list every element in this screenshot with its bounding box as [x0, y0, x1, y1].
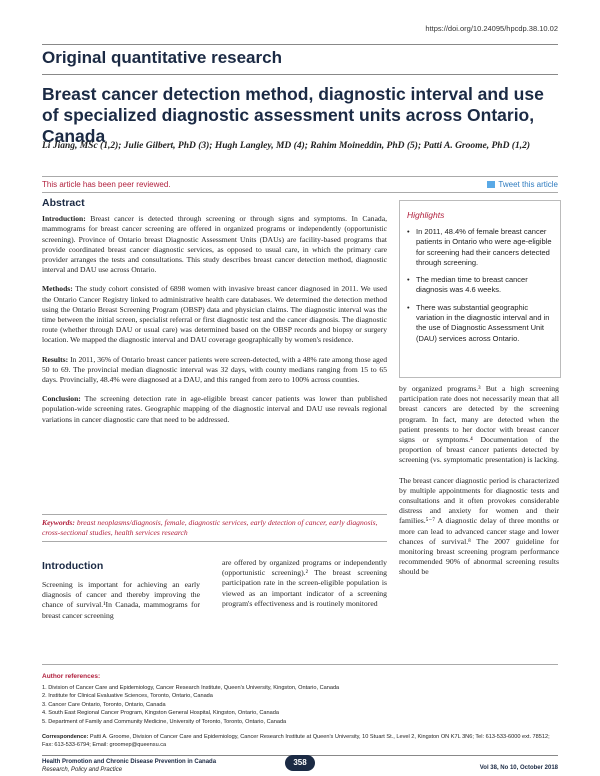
- author-divider: [42, 176, 558, 177]
- affiliation-item: 2. Institute for Clinical Evaluative Sciences, Toronto, Ontario, Canada: [42, 693, 213, 700]
- affiliation-item: 1. Division of Cancer Care and Epidemiology, Cancer Research Institute, Queen's University, Kingston, Ontario, Canada: [42, 685, 340, 691]
- body-paragraph: by organized programs.³ But a high screening participation rate does not necessarily mean that all breast cancers are detected by the screening program. In fact, many are detected when the patient presents to her doctor with breast cancer signs or symptoms.⁴ Documentation of the proportion of breast cancer patients detected by screening (vs. symptomatic presentation) is lacking.: [399, 384, 559, 465]
- abstract-introduction: [42, 214, 387, 275]
- top-divider: [42, 44, 558, 45]
- body-column-right: [399, 384, 559, 588]
- correspondence-text: Patti A. Groome, Division of Cancer Care and Epidemiology, Cancer Research Institute at Queen's University, 10 Stuart St., Level 2, Kingston ON K7L 3N6; Tel: 613-533-6000 ext. 78512; Fax: 613-533-6794; Email: groomep@queensu.ca: [42, 734, 550, 748]
- article-title: Breast cancer detection method, diagnostic interval and use of specialized diagnostic assessment units across Ontario, Canada: [42, 84, 544, 146]
- body-paragraph: The breast cancer diagnostic period is characterized by multiple appointments for diagnostic tests and consultations and it often provokes considerable distress and anxiety for women and their families.⁵⁻⁷ A diagnostic delay of three months or more can lead to advanced cancer stage and lower chances of survival.⁸ The 2007 guideline for monitoring breast screening program performance recommended 90% of abnormal screening results should be: [399, 475, 559, 577]
- body-column-middle: [222, 558, 387, 609]
- affiliation-item: 3. Cancer Care Ontario, Toronto, Ontario, Canada: [42, 701, 166, 708]
- correspondence-label: Correspondence:: [42, 734, 89, 740]
- tweet-article-link[interactable]: [487, 180, 558, 189]
- peer-review-note: This article has been peer reviewed.: [42, 180, 171, 189]
- highlights-box: [399, 200, 561, 378]
- affiliations-heading: Author references:: [42, 673, 101, 680]
- keywords: [42, 518, 387, 538]
- section-type: Original quantitative research: [42, 48, 282, 67]
- highlight-item: • There was substantial geographic variation in the diagnostic interval and in the use of Diagnostic Assessment Unit (DAU) services across Ontario.: [405, 303, 555, 344]
- tweet-label: Tweet this article: [498, 180, 558, 189]
- abstract-conclusion-text: The screening detection rate in age-eligible breast cancer patients was lower than published population-wide screening rates. Geographic mapping of the diagnostic interval and DAU use reveals regional variations in cancer diagnostic care that need to be addressed.: [42, 394, 388, 424]
- highlight-item: • In 2011, 48.4% of female breast cancer patients in Ontario who were age-eligible for screening had their cancers detected through screening.: [405, 227, 555, 268]
- keywords-divider-bottom: [42, 541, 387, 542]
- keywords-divider-top: [42, 514, 387, 515]
- highlight-item: • The median time to breast cancer diagnosis was 4.6 weeks.: [405, 275, 555, 296]
- abstract-heading: Abstract: [42, 197, 85, 209]
- journal-info: [42, 759, 216, 774]
- abstract-methods-text: The study cohort consisted of 6898 women with invasive breast cancer diagnosed in 2011. We used the Ontario Cancer Registry linked to administrative health care databases. We determined the detection method using the Ontario Breast Screening Program (OBSP) data and physician claims. The diagnostic interval was the time between the initial screen, specialist referral or first diagnostic test and the cancer diagnosis. The diagnostic route (whether through DAU or usual care) was determined based on the OBSP records and biopsy or surgery location. We mapped the diagnostic interval and DAU coverage geographically by women's residence.: [42, 284, 387, 345]
- abstract-results-label: Results:: [42, 354, 69, 364]
- abstract-conclusion: [42, 394, 387, 425]
- abstract-conclusion-label: Conclusion:: [42, 394, 81, 404]
- issue-info: Vol 38, No 10, October 2018: [479, 765, 558, 771]
- highlights-list: [405, 227, 555, 351]
- affiliation-item: 4. South East Regional Cancer Program, Kingston General Hospital, Kingston, Ontario, Canada: [42, 710, 279, 717]
- abstract-introduction-text: Breast cancer is detected through screening or through signs and symptoms. In Canada, mammograms for breast cancer screening are offered in organized programs or independently (opportunistic screening). Province of Ontario breast Diagnostic Assessment Units (DAUs) are facility-based programs that provide coordinated breast cancer diagnostic services, as opposed to usual care, in which the primary care provider arranges the tests and consultations. This study describes breast cancer detection method, diagnostic interval and DAU use across Ontario.: [42, 214, 387, 275]
- highlights-title: Highlights: [407, 210, 445, 220]
- abstract-results-text: In 2011, 36% of Ontario breast cancer patients were screen-detected, with a 48% rate among those aged 50 to 69. The provincial median diagnostic interval was 32 days, with county medians ranging from 15 to 65 days. Provincially, 48.4% were diagnosed at a DAU, and this ranged from zero to 100% across counties.: [42, 354, 387, 385]
- introduction-heading: Introduction: [42, 560, 104, 572]
- abstract-results: [42, 355, 387, 386]
- abstract-methods: [42, 284, 387, 345]
- keywords-label: Keywords:: [42, 518, 75, 527]
- page-number: 358: [285, 755, 315, 771]
- journal-subtitle: Research, Policy and Practice: [42, 766, 123, 773]
- section-divider: [42, 74, 558, 75]
- journal-name: Health Promotion and Chronic Disease Prevention in Canada: [42, 759, 217, 765]
- abstract-introduction-label: Introduction:: [42, 214, 86, 224]
- footnote-divider: [42, 664, 558, 665]
- abstract-methods-label: Methods:: [42, 284, 73, 294]
- abstract-section: [42, 198, 387, 434]
- affiliations-list: [42, 684, 562, 726]
- correspondence: [42, 733, 562, 749]
- peer-divider: [42, 192, 558, 193]
- twitter-icon: [487, 181, 495, 188]
- author-list: Li Jiang, MSc (1,2); Julie Gilbert, PhD (3); Hugh Langley, MD (4); Rahim Moineddin, PhD (5); Patti A. Groome, PhD (1,2): [42, 141, 531, 151]
- keywords-text: breast neoplasms/diagnosis, female, diagnostic services, early detection of cancer, early diagnosis, cross-sectional studies, health services research: [42, 518, 378, 537]
- body-column-left: [42, 580, 200, 621]
- body-paragraph: are offered by organized programs or independently (opportunistic screening).² The breast screening participation rate in the screen-eligible population is viewed as an important indicator of a screening program's effectiveness and is routinely monitored: [222, 558, 387, 608]
- body-paragraph: Screening is important for achieving an early diagnosis of cancer and thereby improving the chance of survival.¹In Canada, mammograms for breast cancer screening: [42, 580, 200, 620]
- doi-link[interactable]: https://doi.org/10.24095/hpcdp.38.10.02: [425, 24, 558, 33]
- affiliation-item: 5. Department of Family and Community Medicine, University of Toronto, Toronto, Ontario, Canada: [42, 718, 287, 725]
